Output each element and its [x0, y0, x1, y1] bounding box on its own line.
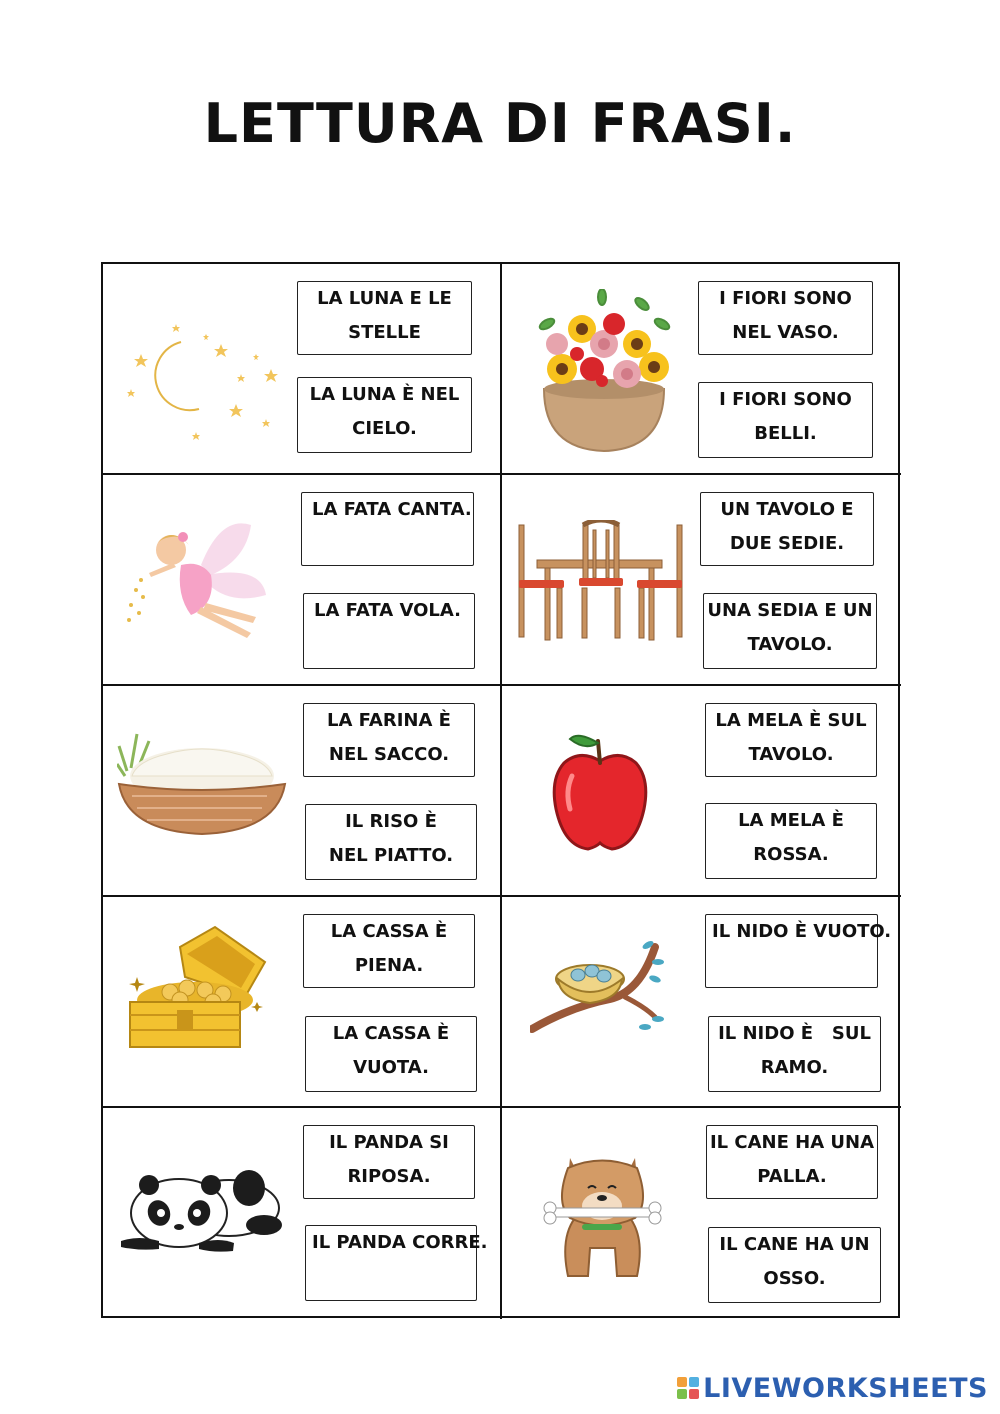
card-moon — [103, 264, 502, 475]
apple-icon — [550, 731, 650, 856]
card-fairy — [103, 475, 502, 686]
sentence-line: IL CANE HA UN — [719, 1234, 870, 1255]
sentence-line: LA FATA CANTA. — [312, 499, 472, 520]
sentence-option[interactable] — [303, 593, 475, 669]
sentence-line: IL CANE HA UNA — [709, 1132, 875, 1153]
sentence-grid — [101, 262, 900, 1318]
brand-name: LIVEWORKSHEETS — [703, 1372, 988, 1404]
card-rice — [103, 686, 502, 897]
sentence-line: I FIORI SONO — [719, 288, 852, 309]
sentence-line: NEL SACCO. — [328, 744, 450, 765]
sentence-line: BELLI. — [754, 423, 817, 444]
sentence-line: LA LUNA È NEL — [309, 384, 460, 405]
sentence-line: OSSO. — [763, 1268, 826, 1289]
card-apple — [502, 686, 901, 897]
sentence-line: LA FATA VOLA. — [314, 600, 461, 621]
sentence-line: NEL PIATTO. — [328, 845, 454, 866]
sentence-option[interactable] — [303, 1125, 475, 1199]
sentence-line: CIELO. — [352, 418, 417, 439]
sentence-option[interactable] — [708, 1227, 881, 1303]
sentence-line: RAMO. — [760, 1057, 829, 1078]
fairy-icon — [121, 505, 281, 645]
sentence-option[interactable] — [305, 1016, 477, 1092]
sentence-option[interactable] — [305, 1225, 488, 1301]
sentence-line: LA MELA È — [738, 810, 844, 831]
sentence-line: LA CASSA È — [332, 1023, 450, 1044]
sentence-line: LA MELA È SUL — [715, 710, 867, 731]
sentence-line: STELLE — [348, 322, 421, 343]
brand-logo — [677, 1374, 988, 1402]
table-chairs-icon — [517, 520, 692, 645]
sentence-option[interactable] — [703, 593, 877, 669]
sentence-option[interactable] — [705, 703, 877, 777]
sentence-line: I FIORI SONO — [719, 389, 852, 410]
sentence-line: VUOTA. — [353, 1057, 429, 1078]
sentence-option[interactable] — [708, 1016, 881, 1092]
sentence-line: UNA SEDIA E UN — [707, 600, 873, 621]
panda-icon — [119, 1163, 284, 1253]
card-dog — [502, 1108, 901, 1319]
sentence-option[interactable] — [297, 377, 472, 453]
sentence-line: IL NIDO È SUL — [718, 1023, 871, 1044]
card-panda — [103, 1108, 502, 1319]
flower-pot-icon — [532, 289, 677, 459]
card-table — [502, 475, 901, 686]
card-flowers — [502, 264, 901, 475]
sentence-line: TAVOLO. — [747, 634, 833, 655]
sentence-line: LA FARINA È — [327, 710, 451, 731]
sentence-line: IL RISO È — [345, 811, 437, 832]
sentence-option[interactable] — [705, 803, 877, 879]
sentence-line: LA CASSA È — [330, 921, 448, 942]
bird-nest-icon — [530, 937, 665, 1037]
sentence-line: PIENA. — [354, 955, 424, 976]
sentence-option[interactable] — [705, 914, 892, 988]
sentence-option[interactable] — [700, 492, 874, 566]
sentence-line: NEL VASO. — [732, 322, 839, 343]
sentence-line: IL PANDA CORRE. — [312, 1232, 488, 1253]
sentence-option[interactable] — [706, 1125, 878, 1199]
sentence-line: LA LUNA E LE — [317, 288, 452, 309]
card-nest — [502, 897, 901, 1108]
sentence-option[interactable] — [303, 703, 475, 777]
sentence-line: PALLA. — [757, 1166, 827, 1187]
treasure-chest-icon — [125, 922, 270, 1052]
sentence-option[interactable] — [303, 914, 475, 988]
sentence-line: IL PANDA SI — [329, 1132, 449, 1153]
rice-bowl-icon — [117, 726, 287, 841]
card-chest — [103, 897, 502, 1108]
moon-stars-icon — [121, 314, 286, 444]
sentence-option[interactable] — [305, 804, 477, 880]
sentence-line: UN TAVOLO E — [720, 499, 854, 520]
sentence-option[interactable] — [698, 382, 873, 458]
sentence-option[interactable] — [297, 281, 472, 355]
sentence-option[interactable] — [698, 281, 873, 355]
dog-bone-icon — [540, 1148, 665, 1283]
sentence-line: ROSSA. — [753, 844, 829, 865]
liveworksheets-logo-icon — [677, 1377, 699, 1399]
sentence-line: IL NIDO È VUOTO. — [712, 921, 892, 942]
sentence-line: DUE SEDIE. — [729, 533, 845, 554]
sentence-option[interactable] — [301, 492, 474, 566]
sentence-line: TAVOLO. — [748, 744, 834, 765]
sentence-line: RIPOSA. — [347, 1166, 431, 1187]
page-title: LETTURA DI FRASI. — [203, 92, 797, 155]
